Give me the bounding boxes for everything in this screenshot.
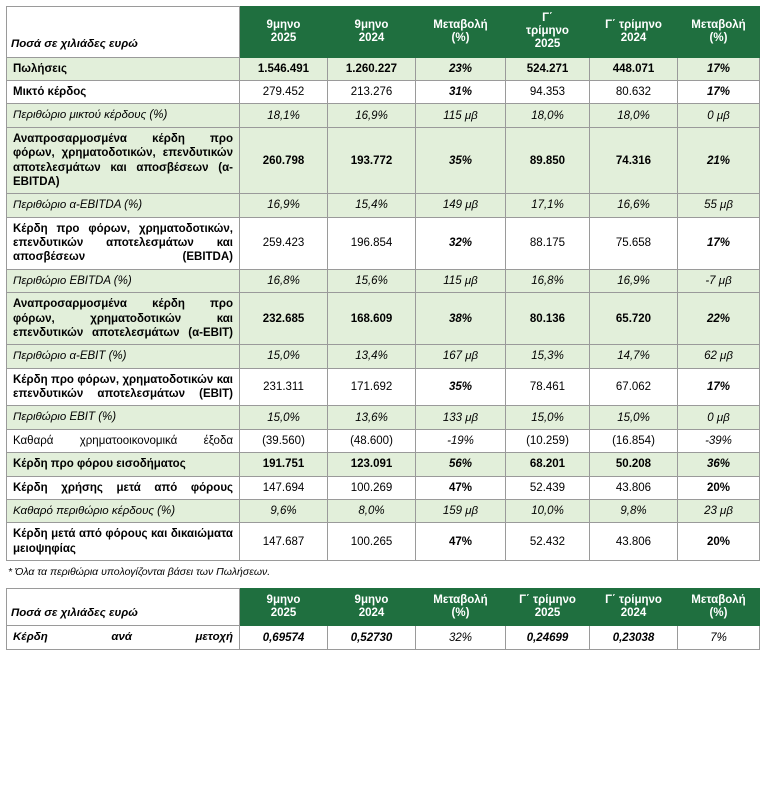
cell-value: 18,0% (590, 104, 678, 127)
cell-value: 14,7% (590, 345, 678, 368)
cell-value: 149 μβ (416, 194, 506, 217)
header-line-1: Γ΄ (542, 12, 553, 24)
header-line-2: 2024 (358, 607, 385, 620)
eps-table (6, 588, 760, 650)
row-label: Αναπροσαρμοσμένα κέρδη προ φόρων, χρηματοδοτικών, επενδυτικών αποτελεσμάτων και αποσβέσεων (α-EBITDA) (7, 127, 240, 194)
cell-value: 32% (416, 217, 506, 269)
cell-value: 52.439 (506, 476, 590, 499)
cell-value: 52.432 (506, 523, 590, 561)
cell-value: 36% (678, 453, 760, 476)
header-line-1: Μεταβολή (691, 594, 746, 607)
cell-value: 0,69574 (240, 626, 328, 649)
cell-value: 100.269 (328, 476, 416, 499)
header-corner-label: Ποσά σε χιλιάδες ευρώ (7, 7, 240, 58)
cell-value: 9,8% (590, 499, 678, 522)
header-line-2: 2025 (270, 31, 297, 44)
cell-value: 18,1% (240, 104, 328, 127)
row-label: Αναπροσαρμοσμένα κέρδη προ φόρων, χρηματοδοτικών και επενδυτικών αποτελεσμάτων (α-EBIT) (7, 293, 240, 345)
cell-value: 35% (416, 368, 506, 406)
cell-value: 67.062 (590, 368, 678, 406)
row-label: Καθαρά χρηματοοικονομικά έξοδα (7, 429, 240, 452)
cell-value: 167 μβ (416, 345, 506, 368)
row-label: Περιθώριο EBITDA (%) (7, 269, 240, 292)
cell-value: 47% (416, 523, 506, 561)
cell-value: (39.560) (240, 429, 328, 452)
table-row (7, 57, 760, 80)
cell-value: -19% (416, 429, 506, 452)
header-line-2: (%) (709, 607, 728, 620)
header-row (7, 589, 760, 626)
header-line-2: (%) (451, 607, 470, 620)
cell-value: 23 μβ (678, 499, 760, 522)
cell-value: 191.751 (240, 453, 328, 476)
row-label: Περιθώριο α-EBIT (%) (7, 345, 240, 368)
eps-header-corner-label: Ποσά σε χιλιάδες ευρώ (7, 589, 240, 626)
table-row (7, 429, 760, 452)
cell-value: (10.259) (506, 429, 590, 452)
cell-value: 168.609 (328, 293, 416, 345)
header-line-2: 2025 (270, 607, 297, 620)
row-label: Κέρδη ανά μετοχή (7, 626, 240, 649)
cell-value: 0,23038 (590, 626, 678, 649)
cell-value: 35% (416, 127, 506, 194)
cell-value: 80.632 (590, 81, 678, 104)
row-label: Περιθώριο EBIT (%) (7, 406, 240, 429)
cell-value: 56% (416, 453, 506, 476)
cell-value: 115 μβ (416, 269, 506, 292)
header-line-2: 2024 (620, 31, 647, 44)
header-row (7, 7, 760, 58)
row-label: Κέρδη προ φόρων, χρηματοδοτικών, επενδυτικών αποτελεσμάτων και αποσβέσεων (EBITDA) (7, 217, 240, 269)
header-line-1: Γ΄ τρίμηνο (605, 18, 662, 31)
header-line-2: 2025 (534, 607, 561, 620)
cell-value: 20% (678, 476, 760, 499)
table-row (7, 127, 760, 194)
table-footnote: * Όλα τα περιθώρια υπολογίζονται βάσει των Πωλήσεων. (8, 566, 271, 579)
cell-value: 17% (678, 368, 760, 406)
cell-value: -39% (678, 429, 760, 452)
cell-value: 232.685 (240, 293, 328, 345)
header-line-1: 9μηνο (266, 594, 301, 607)
cell-value: 213.276 (328, 81, 416, 104)
cell-value: 75.658 (590, 217, 678, 269)
header-line-2: (%) (709, 31, 728, 44)
cell-value: 18,0% (506, 104, 590, 127)
cell-value: -7 μβ (678, 269, 760, 292)
header-line-1: Μεταβολή (433, 594, 488, 607)
eps-table-body (7, 626, 760, 649)
eps-header-9m-2024 (328, 589, 416, 626)
table-row (7, 368, 760, 406)
cell-value: 448.071 (590, 57, 678, 80)
cell-value: 15,4% (328, 194, 416, 217)
cell-value: 15,0% (590, 406, 678, 429)
cell-value: 0,52730 (328, 626, 416, 649)
cell-value: 16,9% (328, 104, 416, 127)
row-label: Κέρδη χρήσης μετά από φόρους (7, 476, 240, 499)
cell-value: 23% (416, 57, 506, 80)
cell-value: 88.175 (506, 217, 590, 269)
eps-table-header (7, 589, 760, 626)
row-label: Πωλήσεις (7, 57, 240, 80)
cell-value: 78.461 (506, 368, 590, 406)
cell-value: 21% (678, 127, 760, 194)
cell-value: 16,8% (240, 269, 328, 292)
cell-value: 31% (416, 81, 506, 104)
table-row (7, 217, 760, 269)
cell-value: 16,6% (590, 194, 678, 217)
cell-value: 15,3% (506, 345, 590, 368)
eps-header-change-9m (416, 589, 506, 626)
table-row (7, 269, 760, 292)
cell-value: 159 μβ (416, 499, 506, 522)
eps-header-change-q3 (678, 589, 760, 626)
cell-value: 17% (678, 57, 760, 80)
table-row (7, 499, 760, 522)
cell-value: 65.720 (590, 293, 678, 345)
header-line-1: Μεταβολή (691, 18, 746, 31)
cell-value: (16.854) (590, 429, 678, 452)
cell-value: (48.600) (328, 429, 416, 452)
cell-value: 115 μβ (416, 104, 506, 127)
table-body (7, 57, 760, 560)
cell-value: 62 μβ (678, 345, 760, 368)
cell-value: 17% (678, 81, 760, 104)
cell-value: 17% (678, 217, 760, 269)
table-header (7, 7, 760, 58)
cell-value: 16,8% (506, 269, 590, 292)
cell-value: 89.850 (506, 127, 590, 194)
header-line-2: 2024 (620, 607, 647, 620)
cell-value: 32% (416, 626, 506, 649)
cell-value: 17,1% (506, 194, 590, 217)
row-label: Κέρδη προ φόρου εισοδήματος (7, 453, 240, 476)
header-line-2: τρίμηνο (526, 25, 569, 38)
table-row (7, 104, 760, 127)
cell-value: 7% (678, 626, 760, 649)
cell-value: 43.806 (590, 523, 678, 561)
cell-value: 147.687 (240, 523, 328, 561)
cell-value: 0 μβ (678, 406, 760, 429)
cell-value: 133 μβ (416, 406, 506, 429)
cell-value: 0,24699 (506, 626, 590, 649)
cell-value: 22% (678, 293, 760, 345)
cell-value: 13,4% (328, 345, 416, 368)
cell-value: 43.806 (590, 476, 678, 499)
cell-value: 47% (416, 476, 506, 499)
financial-results-table (6, 6, 760, 561)
table-row (7, 406, 760, 429)
header-change-9m (416, 7, 506, 58)
eps-header-q3-2024 (590, 589, 678, 626)
cell-value: 20% (678, 523, 760, 561)
cell-value: 10,0% (506, 499, 590, 522)
eps-header-q3-2025 (506, 589, 590, 626)
row-label: Κέρδη προ φόρων, χρηματοδοτικών και επενδυτικών αποτελεσμάτων (EBIT) (7, 368, 240, 406)
cell-value: 74.316 (590, 127, 678, 194)
header-q3-2025 (506, 7, 590, 58)
eps-header-9m-2025 (240, 589, 328, 626)
cell-value: 80.136 (506, 293, 590, 345)
table-row (7, 626, 760, 649)
table-row (7, 523, 760, 561)
cell-value: 196.854 (328, 217, 416, 269)
cell-value: 524.271 (506, 57, 590, 80)
cell-value: 1.546.491 (240, 57, 328, 80)
header-change-q3 (678, 7, 760, 58)
row-label: Κέρδη μετά από φόρους και δικαιώματα μειοψηφίας (7, 523, 240, 561)
table-row (7, 293, 760, 345)
cell-value: 15,0% (240, 406, 328, 429)
cell-value: 8,0% (328, 499, 416, 522)
header-q3-2024 (590, 7, 678, 58)
cell-value: 16,9% (240, 194, 328, 217)
header-line-2: 2024 (358, 31, 385, 44)
cell-value: 171.692 (328, 368, 416, 406)
table-row (7, 81, 760, 104)
cell-value: 0 μβ (678, 104, 760, 127)
table-row (7, 453, 760, 476)
cell-value: 259.423 (240, 217, 328, 269)
header-9m-2024 (328, 7, 416, 58)
header-9m-2025 (240, 7, 328, 58)
table-row (7, 476, 760, 499)
cell-value: 38% (416, 293, 506, 345)
cell-value: 13,6% (328, 406, 416, 429)
cell-value: 94.353 (506, 81, 590, 104)
cell-value: 68.201 (506, 453, 590, 476)
table-row (7, 345, 760, 368)
row-label: Καθαρό περιθώριο κέρδους (%) (7, 499, 240, 522)
cell-value: 15,6% (328, 269, 416, 292)
cell-value: 9,6% (240, 499, 328, 522)
row-label: Περιθώριο α-EBITDA (%) (7, 194, 240, 217)
cell-value: 15,0% (506, 406, 590, 429)
cell-value: 15,0% (240, 345, 328, 368)
row-label: Περιθώριο μικτού κέρδους (%) (7, 104, 240, 127)
header-line-3: 2025 (534, 38, 561, 51)
header-line-1: Γ΄ τρίμηνο (519, 594, 576, 607)
cell-value: 231.311 (240, 368, 328, 406)
cell-value: 100.265 (328, 523, 416, 561)
cell-value: 50.208 (590, 453, 678, 476)
cell-value: 1.260.227 (328, 57, 416, 80)
cell-value: 123.091 (328, 453, 416, 476)
header-line-1: Γ΄ τρίμηνο (605, 594, 662, 607)
row-label: Μικτό κέρδος (7, 81, 240, 104)
table-row (7, 194, 760, 217)
header-line-1: 9μηνο (354, 18, 389, 31)
cell-value: 279.452 (240, 81, 328, 104)
cell-value: 16,9% (590, 269, 678, 292)
header-line-1: Μεταβολή (433, 18, 488, 31)
cell-value: 55 μβ (678, 194, 760, 217)
header-line-2: (%) (451, 31, 470, 44)
cell-value: 147.694 (240, 476, 328, 499)
cell-value: 193.772 (328, 127, 416, 194)
header-line-1: 9μηνο (266, 18, 301, 31)
cell-value: 260.798 (240, 127, 328, 194)
header-line-1: 9μηνο (354, 594, 389, 607)
